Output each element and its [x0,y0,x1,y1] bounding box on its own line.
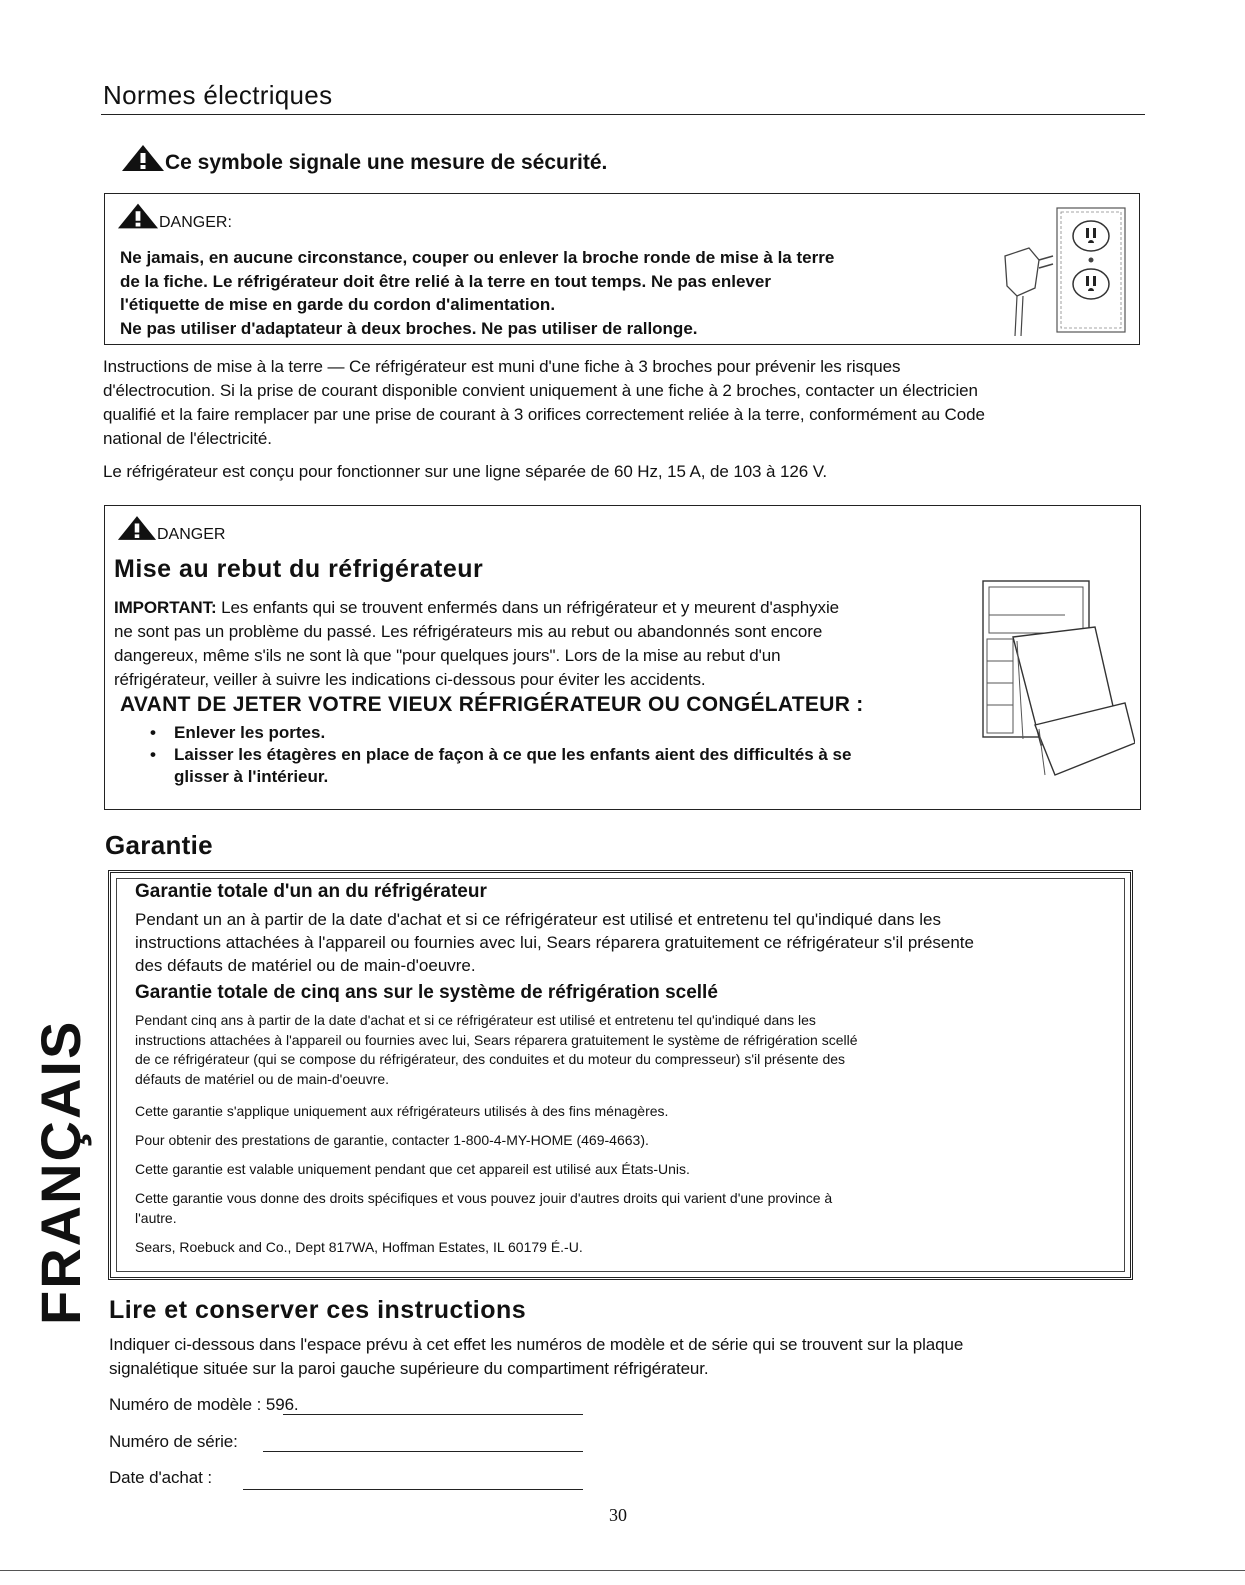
model-number-label: Numéro de modèle : [109,1395,262,1414]
important-label: IMPORTANT: [114,598,217,617]
one-year-text [135,908,1110,977]
model-number-value: 596. [265,1395,299,1414]
one-year-line: des défauts de matériel ou de main-d'oeuvre. [135,956,476,975]
disposal-line [114,596,974,620]
side-language-label: FRANÇAIS [29,1019,92,1325]
grounding-line: Instructions de mise à la terre — Ce réfrigérateur est muni d'une fiche à 3 broches pour prévenir les risques [103,357,901,376]
heading-rule [101,114,1145,115]
grounding-instructions [103,355,1148,451]
bullet-item: • Enlever les portes. [150,723,326,742]
bullet-text: Laisser les étagères en place de façon à ce que les enfants aient des difficultés à se [174,745,852,764]
refrigerator-illustration [965,575,1135,805]
five-year-line: de ce réfrigérateur (qui se compose du réfrigérateur, des conduites et du moteur du compresseur) s'il présente des [135,1051,846,1067]
bullet-item [150,766,970,788]
warning-triangle-icon [121,144,165,172]
bullet-text: Enlever les portes. [174,723,326,742]
sears-address: Sears, Roebuck and Co., Dept 817WA, Hoffman Estates, IL 60179 É.-U. [135,1239,583,1255]
one-year-title: Garantie totale d'un an du réfrigérateur [135,881,487,902]
danger-line: de la fiche. Le réfrigérateur doit être relié à la terre en tout temps. Ne pas enlever [120,271,771,291]
warranty-note [135,1189,1110,1228]
serial-number-line [263,1451,583,1452]
disposal-title: Mise au rebut du réfrigérateur [114,555,484,583]
purchase-date-line [243,1489,583,1490]
five-year-text [135,1011,1110,1089]
disposal-line: dangereux, même s'ils ne sont là que "pour quelques jours". Lors de la mise au rebut d'un [114,646,781,665]
keep-text [109,1333,1119,1381]
danger-text [120,246,980,340]
warranty-heading: Garantie [105,830,213,860]
serial-number-label: Numéro de série: [109,1432,238,1451]
five-year-line: défauts de matériel ou de main-d'oeuvre. [135,1070,390,1087]
warranty-note: Cette garantie s'applique uniquement aux réfrigérateurs utilisés à des fins ménagères. [135,1103,669,1119]
five-year-title: Garantie totale de cinq ans sur le système de réfrigération scellé [135,982,718,1003]
grounding-line: qualifié et la faire remplacer par une prise de courant à 3 orifices correctement reliée à la terre, conformément au Code [103,405,985,424]
danger-label-text: DANGER: [159,214,232,231]
warranty-note-line: l'autre. [135,1209,177,1226]
disposal-bullets [150,722,970,788]
line-spec: Le réfrigérateur est conçu pour fonctionner sur une ligne séparée de 60 Hz, 15 A, de 103 à 126 V. [103,462,827,481]
warning-triangle-icon [117,514,157,542]
disposal-text [114,596,974,692]
warranty-note: Pour obtenir des prestations de garantie, contacter 1-800-4-MY-HOME (469-4663). [135,1132,649,1148]
grounding-line: d'électrocution. Si la prise de courant disponible convient uniquement à une fiche à 2 broches, contacter un électricien [103,381,978,400]
keep-line: signalétique située sur la paroi gauche supérieure du compartiment réfrigérateur. [109,1359,709,1378]
danger-line: Ne jamais, en aucune circonstance, couper ou enlever la broche ronde de mise à la terre [120,248,835,267]
warranty-note-line: Cette garantie vous donne des droits spécifiques et vous pouvez jouir d'autres droits qui varient d'une province à [135,1190,833,1206]
disposal-line: réfrigérateur, veiller à suivre les indications ci-dessous pour éviter les accidents. [114,670,706,689]
danger-line: Ne pas utiliser d'adaptateur à deux broches. Ne pas utiliser de rallonge. [120,318,698,338]
one-year-line: Pendant un an à partir de la date d'achat et si ce réfrigérateur est utilisé et entretenu tel qu'indiqué dans les [135,910,942,929]
disposal-danger-label [117,514,225,544]
page-number: 30 [609,1505,627,1525]
purchase-date-label: Date d'achat : [109,1468,212,1487]
symbol-note-text: Ce symbole signale une mesure de sécurité. [165,151,608,174]
bullet-item: • Laisser les étagères en place de façon à ce que les enfants aient des difficultés à se [150,745,852,764]
keep-line: Indiquer ci-dessous dans l'espace prévu à cet effet les numéros de modèle et de série qui se trouvent sur la plaque [109,1335,964,1354]
model-number-line [283,1414,583,1415]
danger-label [117,202,232,232]
danger-line: l'étiquette de mise en garde du cordon d'alimentation. [120,295,556,314]
bullet-text: glisser à l'intérieur. [174,767,329,786]
warning-triangle-icon [117,202,159,230]
five-year-line: Pendant cinq ans à partir de la date d'achat et si ce réfrigérateur est utilisé et entretenu tel qu'indiqué dans les [135,1012,816,1028]
model-number-field [109,1393,299,1417]
before-discard-heading: AVANT DE JETER VOTRE VIEUX RÉFRIGÉRATEUR OU CONGÉLATEUR : [120,693,864,716]
warranty-note: Cette garantie est valable uniquement pendant que cet appareil est utilisé aux États-Unis. [135,1161,690,1177]
keep-instructions-heading: Lire et conserver ces instructions [109,1296,527,1324]
disposal-line-text: Les enfants qui se trouvent enfermés dans un réfrigérateur et y meurent d'asphyxie [216,598,839,617]
electrical-heading: Normes électriques [103,80,333,110]
grounding-line: national de l'électricité. [103,429,272,448]
safety-symbol-note [121,144,607,175]
disposal-line: ne sont pas un problème du passé. Les réfrigérateurs mis au rebut ou abandonnés sont encore [114,622,823,641]
one-year-line: instructions attachées à l'appareil ou fournies avec lui, Sears réparera gratuitement ce réfrigérateur s'il présente [135,933,974,952]
grounded-outlet-illustration [995,196,1135,342]
disposal-danger-text: DANGER [157,526,226,543]
five-year-line: instructions attachées à l'appareil ou fournies avec lui, Sears réparera gratuitement le système de réfrigération scellé [135,1031,858,1048]
bottom-rule [0,1570,1245,1571]
